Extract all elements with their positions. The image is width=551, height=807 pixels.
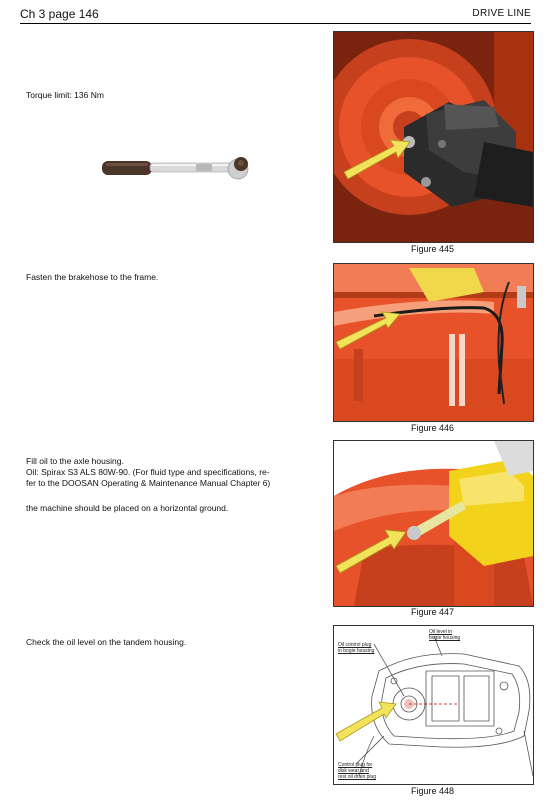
step-fill-oil-text (26, 456, 270, 489)
figure-445-caption: Figure 445 (410, 244, 455, 254)
oil-spec-line-cont: fer to the DOOSAN Operating & Maintenance Manual Chapter 6) (26, 478, 271, 488)
label-oil-level-bogie: Oil level in bogie housing (429, 629, 461, 641)
oil-spec-line: Oil: Spirax S3 ALS 80W-90. (For fluid type and specifications, re- (26, 467, 270, 477)
step-check-oil-text: Check the oil level on the tandem housing. (26, 637, 187, 647)
chapter-page-label: Ch 3 page 146 (20, 7, 99, 21)
figure-448-caption: Figure 448 (410, 786, 455, 796)
label-oil-control-plug: Oil control plug in bogie housing (338, 642, 375, 654)
figure-448-diagram (333, 625, 534, 785)
fill-oil-line: Fill oil to the axle housing. (26, 456, 124, 466)
figure-446-photo (333, 263, 534, 422)
figure-446-caption: Figure 446 (410, 423, 455, 433)
figure-445-photo (333, 31, 534, 243)
horizontal-ground-note: the machine should be placed on a horizontal ground. (26, 503, 229, 513)
label-control-plug-disk-wear: Control plug for disk wear and rest oil drain plug (338, 762, 377, 780)
step-brakehose-text: Fasten the brakehose to the frame. (26, 272, 159, 282)
figure-447-caption: Figure 447 (410, 607, 455, 617)
figure-447-photo (333, 440, 534, 607)
torque-wrench-image (100, 152, 250, 188)
section-title: DRIVE LINE (472, 8, 531, 19)
page-header (20, 0, 531, 24)
step-torque-limit-text: Torque limit: 136 Nm (26, 90, 104, 100)
